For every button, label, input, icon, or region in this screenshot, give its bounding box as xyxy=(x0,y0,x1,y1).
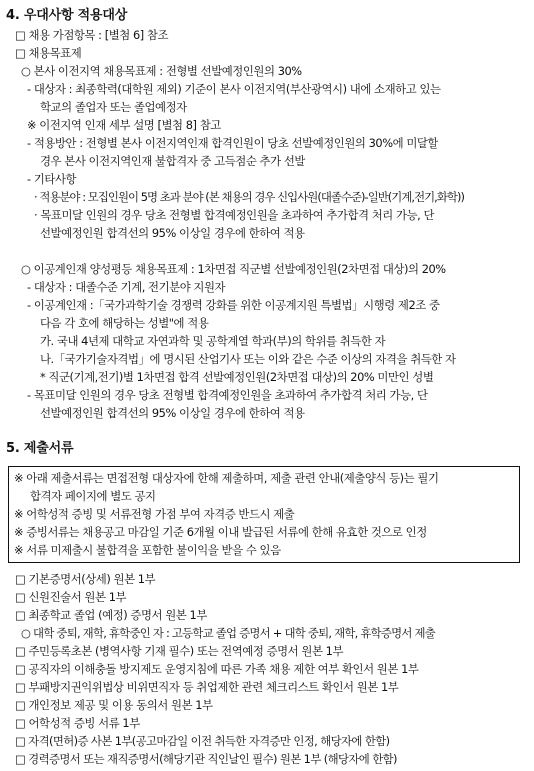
document-item: □ 개인정보 제공 및 이용 동의서 원본 1부 xyxy=(15,698,213,712)
dot-item: · 목표미달 인원의 경우 당초 전형별 합격예정인원을 초과하여 추가합격 처리 가능, 단 xyxy=(34,208,435,222)
circle-item: ○ 이공계인재 양성평등 채용목표제 : 1차면접 직군별 선발예정인원(2차면접 대상)의 20% xyxy=(21,262,446,276)
document-item: □ 경력증명서 또는 재직증명서(해당기관 직인날인 필수) 원본 1부 (해당자에 한함) xyxy=(15,752,397,766)
document-item: □ 자격(면허)증 사본 1부(공고마감일 이전 취득한 자격증만 인정, 해당자에 한함) xyxy=(15,734,390,748)
continuation-line: 선발예정인원 합격선의 95% 이상일 경우에 한하여 적용 xyxy=(40,226,305,240)
dash-item: - 이공계인재 :「국가과학기술 경쟁력 강화를 위한 이공계지원 특별법」시행령 제2조 중 xyxy=(27,298,440,312)
footnote-line: * 직군(기계,전기)별 1차면접 합격 선발예정인원(2차면접 대상)의 20% 미만인 성별 xyxy=(40,370,434,384)
document-item: □ 최종학교 졸업 (예정) 증명서 원본 1부 xyxy=(15,608,207,622)
dash-item: - 목표미달 인원의 경우 당초 전형별 합격예정인원을 초과하여 추가합격 처리 가능, 단 xyxy=(27,388,428,402)
sub-item: 나.「국가기술자격법」에 명시된 산업기사 또는 이와 같은 수준 이상의 자격을 취득한 자 xyxy=(40,352,456,366)
continuation-line: 경우 본사 이전지역인재 불합격자 중 고득점순 추가 선발 xyxy=(40,154,305,168)
dash-item: - 적용방안 : 전형별 본사 이전지역인재 합격인원이 당초 선발예정인원의 30%에 미달할 xyxy=(27,136,438,150)
checkbox-item: □ 채용 가점항목 : [별첨 6] 참조 xyxy=(15,28,169,42)
dash-item: - 대상자 : 대졸수준 기계, 전기분야 지원자 xyxy=(27,280,226,294)
section5-title: 5. 제출서류 xyxy=(6,441,74,456)
dash-item: - 기타사항 xyxy=(27,172,77,186)
document-subitem: ○ 대학 중퇴, 재학, 휴학중인 자 : 고등학교 졸업 증명서 + 대학 중퇴, 재학, 휴학증명서 제출 xyxy=(21,626,435,640)
dot-item: · 적용분야 : 모집인원이 5명 초과 분야 (본 채용의 경우 신입사원(대졸수준)-일반(기계,전기,화학)) xyxy=(34,190,464,204)
continuation-line: 선발예정인원 합격선의 95% 이상일 경우에 한하여 적용 xyxy=(40,406,305,420)
document-item: □ 신원진술서 원본 1부 xyxy=(15,590,127,604)
document-item: □ 어학성적 증빙 서류 1부 xyxy=(15,716,140,730)
notice-line: ※ 증빙서류는 채용공고 마감일 기준 6개월 이내 발급된 서류에 한해 유효한 것으로 인정 xyxy=(14,525,427,539)
note-line: ※ 이전지역 인재 세부 설명 [별첨 8] 참고 xyxy=(27,118,221,132)
document-item: □ 공직자의 이해충돌 방지제도 운영지침에 따른 가족 채용 제한 여부 확인서 원본 1부 xyxy=(15,662,419,676)
notice-line: 합격자 페이지에 별도 공지 xyxy=(30,489,156,503)
document-item: □ 부패방지권익위법상 비위면직자 등 취업제한 관련 체크리스트 확인서 원본 1부 xyxy=(15,680,399,694)
dash-item: - 대상자 : 최종학력(대학원 제외) 기준이 본사 이전지역(부산광역시) 내에 소재하고 있는 xyxy=(27,82,441,96)
section4-title: 4. 우대사항 적용대상 xyxy=(6,8,128,23)
continuation-line: 학교의 졸업자 또는 졸업예정자 xyxy=(40,100,187,114)
circle-item: ○ 본사 이전지역 채용목표제 : 전형별 선발예정인원의 30% xyxy=(21,64,302,78)
notice-line: ※ 서류 미제출시 불합격을 포함한 불이익을 받을 수 있음 xyxy=(14,543,281,557)
checkbox-item: □ 채용목표제 xyxy=(15,46,82,60)
notice-line: ※ 어학성적 증빙 및 서류전형 가점 부여 자격증 반드시 제출 xyxy=(14,507,295,521)
document-item: □ 주민등록초본 (병역사항 기재 필수) 또는 전역예정 증명서 원본 1부 xyxy=(15,644,344,658)
document-item: □ 기본증명서(상세) 원본 1부 xyxy=(15,572,156,586)
continuation-line: 다음 각 호에 해당하는 성별"에 적용 xyxy=(40,316,209,330)
sub-item: 가. 국내 4년제 대학교 자연과학 및 공학계열 학과(부)의 학위를 취득한 자 xyxy=(40,334,386,348)
notice-line: ※ 아래 제출서류는 면접전형 대상자에 한해 제출하며, 제출 관련 안내(제출양식 등)는 필기 xyxy=(14,471,439,485)
